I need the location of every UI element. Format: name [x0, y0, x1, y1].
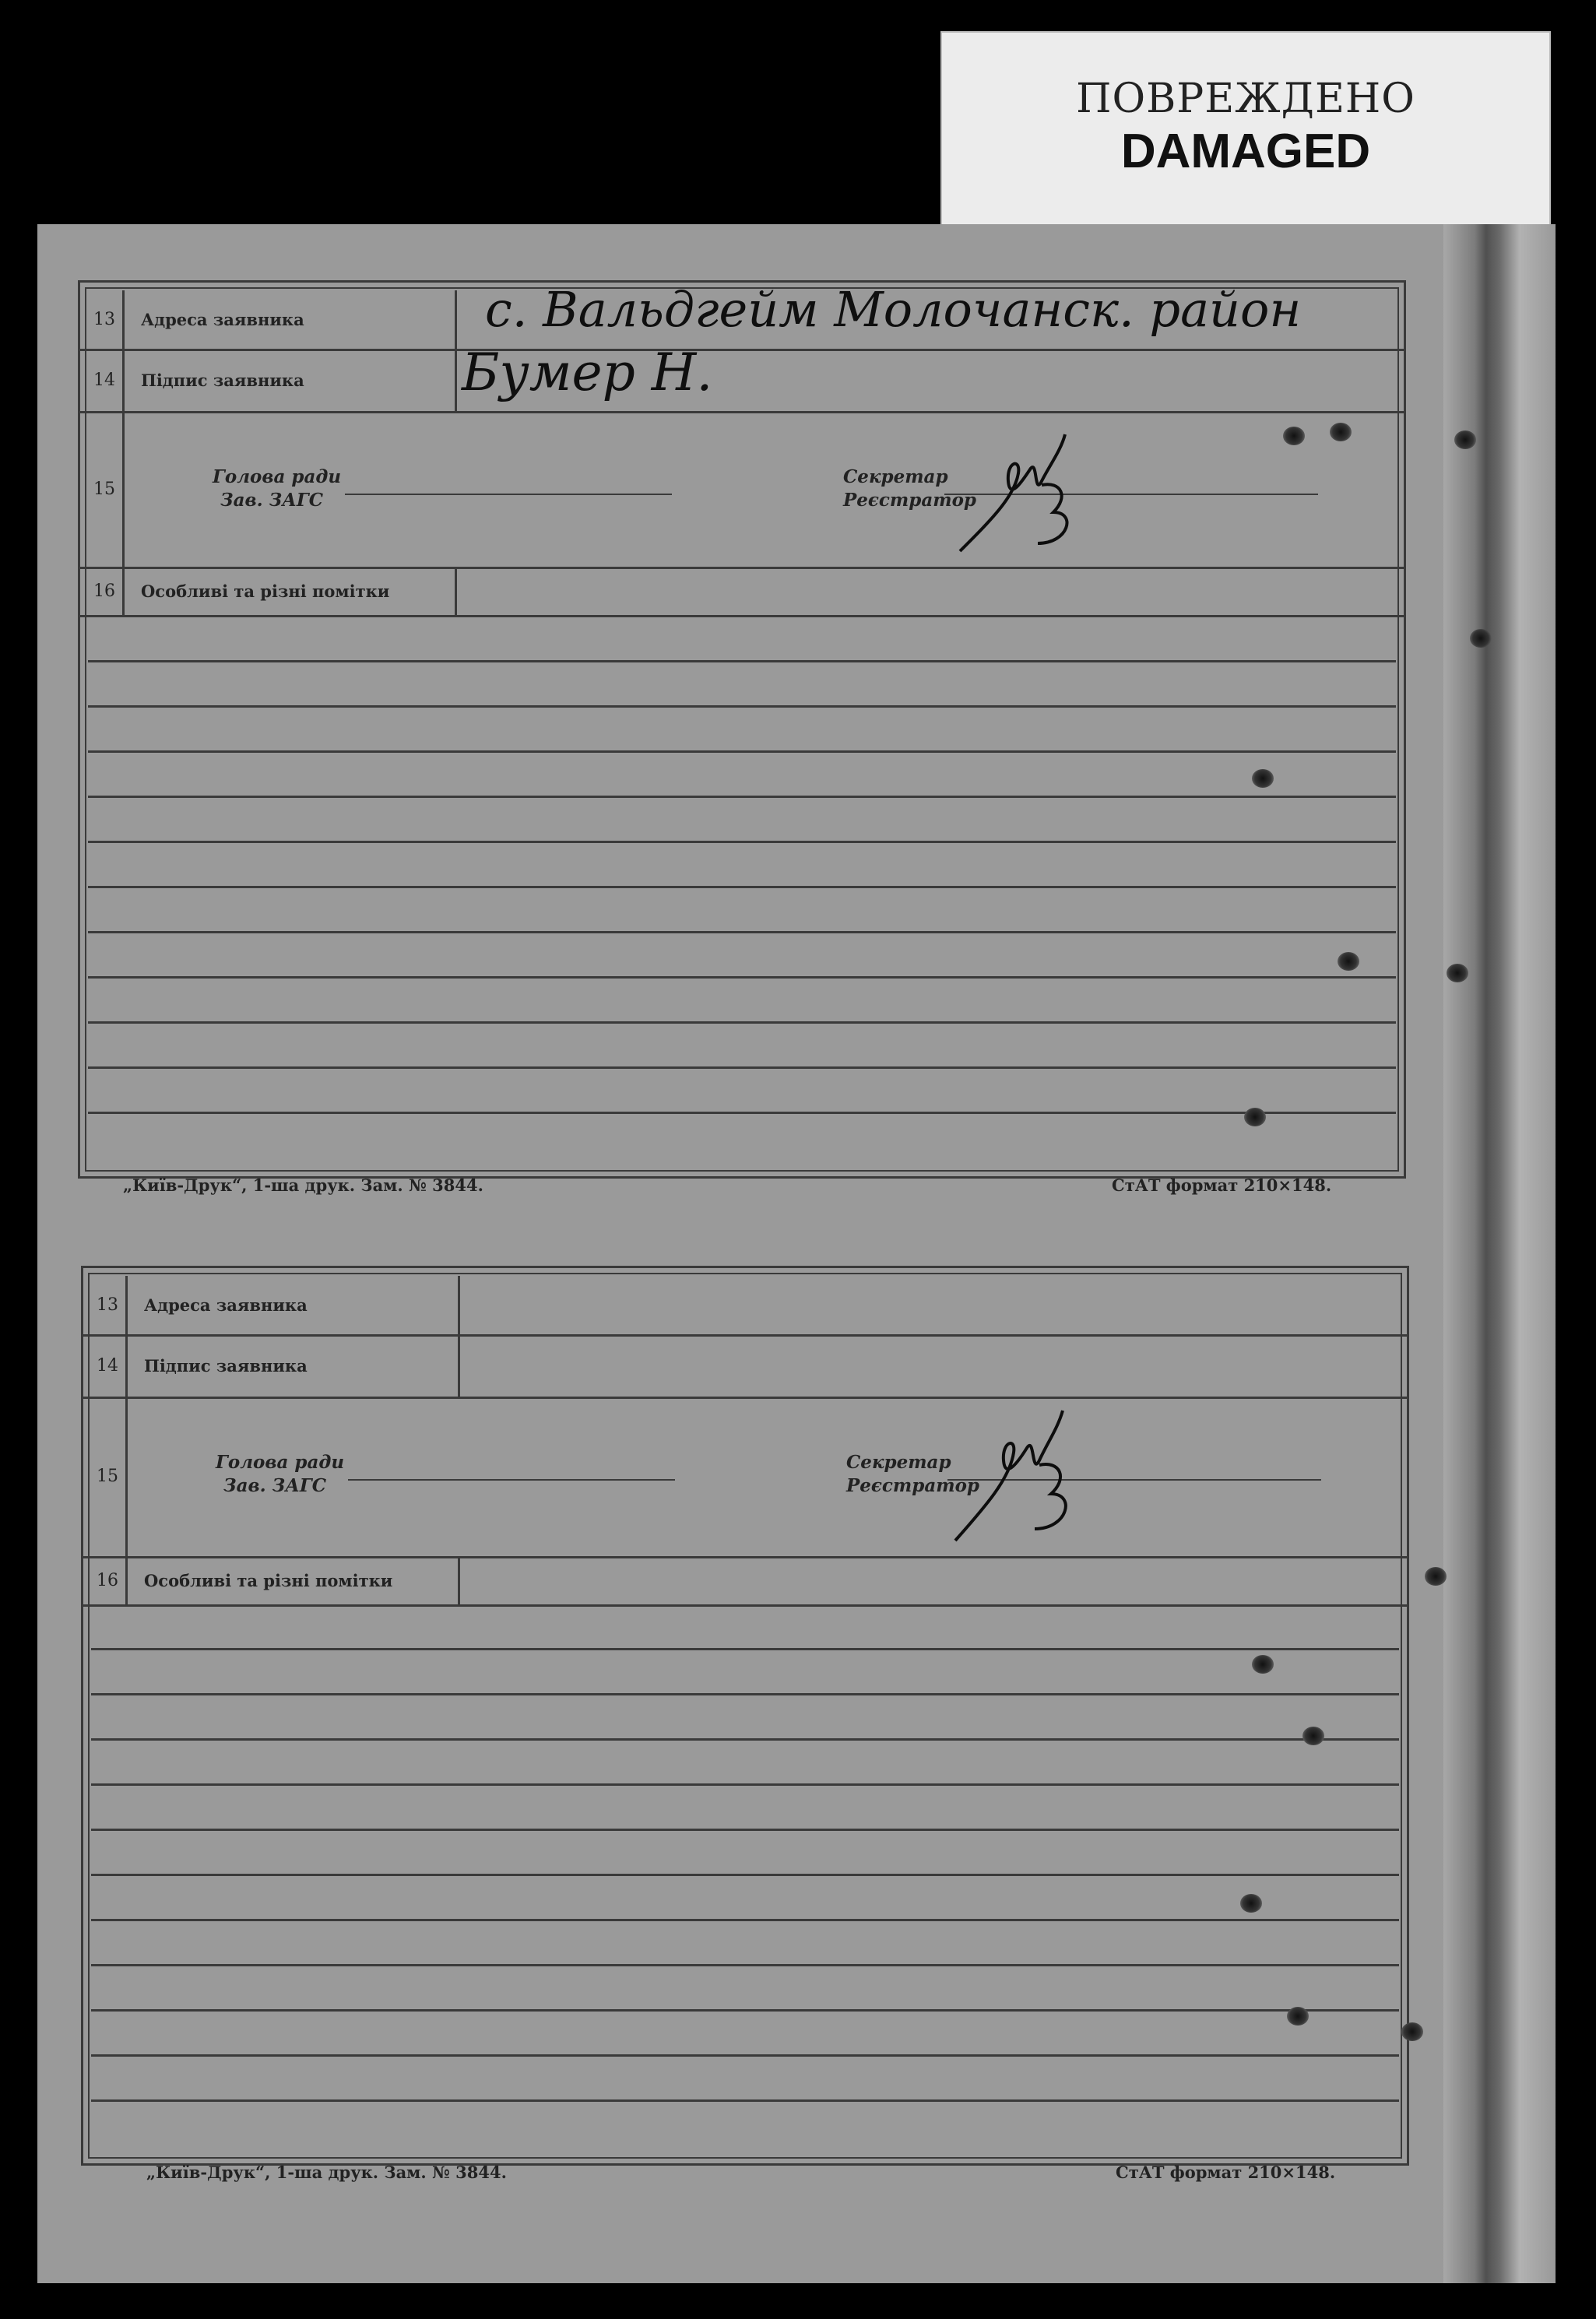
note-line [91, 2099, 1399, 2102]
damaged-label-ua: ПОВРЕЖДЕНО [1076, 76, 1415, 122]
note-line [88, 750, 1396, 753]
head-signature-line [345, 494, 672, 495]
special-notes-label: Особливі та різні помітки [125, 1556, 460, 1604]
note-line [91, 1874, 1399, 1876]
binding-edge [1443, 224, 1556, 2283]
paper-damage [1244, 1108, 1266, 1126]
applicant-address-label: Адреса заявника [125, 1276, 460, 1334]
applicant-signature-value: Бумер Н. [462, 343, 713, 402]
row-number: 14 [90, 1334, 128, 1397]
paper-damage [1287, 2007, 1309, 2026]
note-line [91, 1693, 1399, 1695]
row-13 [83, 1276, 1407, 1337]
secretary-label: Секретар Реєстратор [846, 1452, 980, 1496]
row-number: 15 [90, 1397, 128, 1556]
applicant-address-value: с. Вальдгейм Молочанск. район [485, 281, 1302, 338]
applicant-signature-label: Підпис заявника [122, 349, 457, 411]
note-line [88, 660, 1396, 662]
row-14 [83, 1334, 1407, 1399]
paper-damage [1252, 1655, 1274, 1674]
note-line [91, 2054, 1399, 2057]
row-number: 13 [86, 290, 125, 349]
footer-format-lower: СтАТ формат 210×148. [1116, 2163, 1336, 2182]
registrar-signature [940, 1404, 1088, 1552]
note-line [88, 886, 1396, 888]
row-16 [80, 567, 1404, 617]
paper-damage [1454, 430, 1476, 449]
head-of-council-label: Голова ради Зав. ЗАГС [216, 1452, 345, 1496]
note-line [88, 841, 1396, 843]
note-line [91, 1783, 1399, 1786]
secretary-label: Секретар Реєстратор [843, 466, 977, 511]
note-line [88, 796, 1396, 798]
head-signature-line [348, 1479, 675, 1481]
row-number: 13 [90, 1276, 128, 1334]
paper-damage [1447, 964, 1468, 982]
row-number: 14 [86, 349, 125, 411]
note-line [91, 1829, 1399, 1831]
registrar-signature [944, 427, 1085, 567]
special-notes-label: Особливі та різні помітки [122, 567, 457, 615]
row-number: 16 [86, 567, 125, 615]
row-number: 15 [86, 411, 125, 567]
paper-damage [1240, 1894, 1262, 1913]
note-line [88, 931, 1396, 933]
document-page [37, 224, 1556, 2283]
note-line [88, 705, 1396, 708]
row-14 [80, 343, 1404, 413]
row-16 [83, 1556, 1407, 1607]
row-15 [83, 1397, 1407, 1558]
form-upper [78, 280, 1406, 1179]
damaged-label-en: DAMAGED [1120, 125, 1371, 178]
paper-damage [1338, 952, 1359, 971]
applicant-signature-label: Підпис заявника [125, 1334, 460, 1397]
paper-damage [1330, 423, 1352, 441]
paper-damage [1302, 1727, 1324, 1745]
damaged-stamp-card [940, 31, 1551, 229]
paper-damage [1470, 629, 1492, 648]
paper-damage [1252, 769, 1274, 788]
note-line [88, 976, 1396, 979]
form-lower [81, 1266, 1409, 2166]
note-line [91, 1648, 1399, 1650]
head-of-council-label: Голова ради Зав. ЗАГС [213, 466, 342, 511]
note-line [91, 2009, 1399, 2012]
note-line [88, 1066, 1396, 1069]
footer-format-upper: СтАТ формат 210×148. [1112, 1175, 1332, 1195]
paper-damage [1401, 2022, 1423, 2041]
paper-damage [1283, 427, 1305, 445]
applicant-address-label: Адреса заявника [122, 290, 457, 349]
row-number: 16 [90, 1556, 128, 1604]
note-line [91, 1964, 1399, 1966]
row-13 [80, 281, 1404, 351]
footer-printer-lower: „Київ-Друк“, 1-ша друк. Зам. № 3844. [146, 2163, 507, 2182]
row-15 [80, 411, 1404, 569]
footer-printer-upper: „Київ-Друк“, 1-ша друк. Зам. № 3844. [123, 1175, 483, 1195]
note-line [88, 1021, 1396, 1024]
note-line [88, 1112, 1396, 1114]
paper-damage [1425, 1567, 1447, 1586]
note-line [91, 1738, 1399, 1741]
note-line [91, 1919, 1399, 1921]
